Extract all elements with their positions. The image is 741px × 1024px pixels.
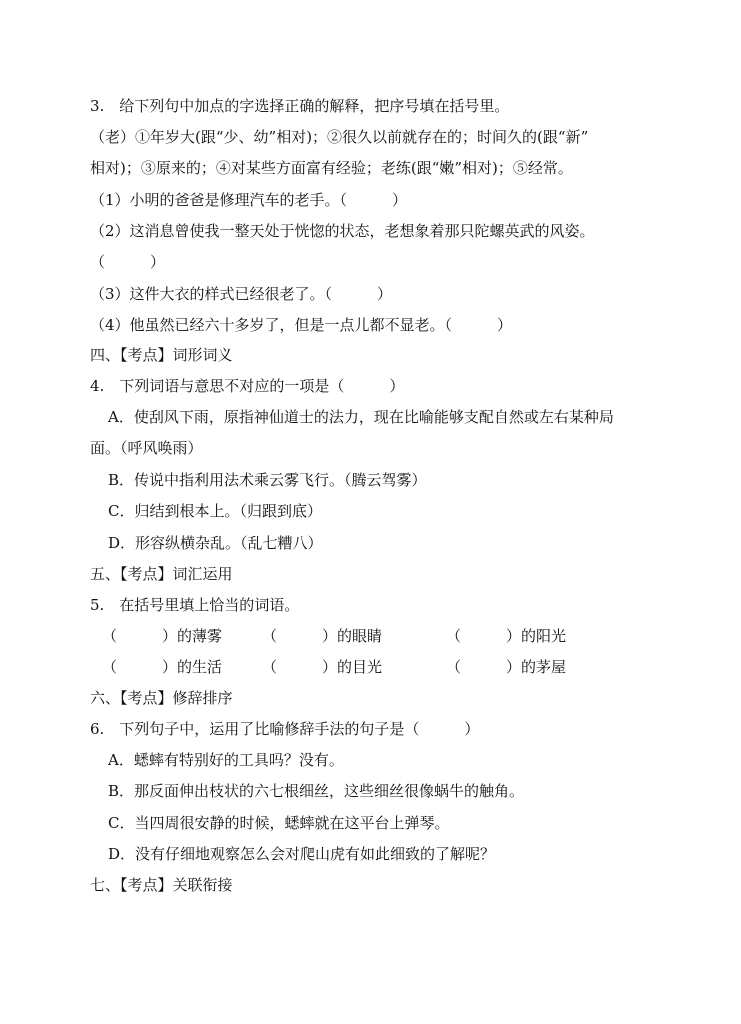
q4-option-a-line1: A．使刮风下雨，原指神仙道士的法力，现在比喻能够支配自然或左右某种局 xyxy=(108,408,614,426)
q6-option-c: C．当四周很安静的时候，蟋蟀就在这平台上弹琴。 xyxy=(108,814,450,832)
q3-options-line1: （老）①年岁大(跟“少、幼”相对)；②很久以前就存在的；时间久的(跟“新” xyxy=(90,128,589,146)
q5-blank-sunlight: （ ）的阳光 xyxy=(446,627,567,645)
q3-options-line2: 相对)；③原来的；④对某些方面富有经验；老练(跟“嫩”相对)；⑤经常。 xyxy=(90,159,573,177)
q6-option-d: D．没有仔细地观察怎么会对爬山虎有如此细致的了解呢？ xyxy=(108,845,496,863)
q3-item-2: （2）这消息曾使我一整天处于恍惚的状态，老想象着那只陀螺英武的风姿。 xyxy=(90,222,595,240)
q5-prompt: 5. 在括号里填上恰当的词语。 xyxy=(90,596,300,614)
q4-prompt: 4. 下列词语与意思不对应的一项是（ ） xyxy=(90,377,405,395)
q3-item-1: （1）小明的爸爸是修理汽车的老手。（ ） xyxy=(90,191,408,209)
q6-prompt: 6. 下列句子中，运用了比喻修辞手法的句子是（ ） xyxy=(90,720,480,738)
section-5-heading: 五、【考点】词汇运用 xyxy=(90,565,233,583)
q3-item-2-blank: （ ） xyxy=(90,253,166,271)
q5-blank-eyes: （ ）的眼睛 xyxy=(262,627,383,645)
section-4-heading: 四、【考点】词形词义 xyxy=(90,346,233,364)
q3-prompt: 3. 给下列句中加点的字选择正确的解释，把序号填在括号里。 xyxy=(90,97,510,115)
section-7-heading: 七、【考点】关联衔接 xyxy=(90,876,233,894)
q5-blank-thin-mist: （ ）的薄雾 xyxy=(102,627,223,645)
q5-row-1 xyxy=(102,626,662,646)
section-6-heading: 六、【考点】修辞排序 xyxy=(90,689,233,707)
q5-blank-life: （ ）的生活 xyxy=(102,658,223,676)
q5-row-2 xyxy=(102,657,662,677)
q4-option-a-line2: 面。（呼风唤雨） xyxy=(90,439,203,457)
q6-option-b: B．那反面伸出枝状的六七根细丝，这些细丝很像蜗牛的触角。 xyxy=(108,782,525,800)
q6-option-a: A．蟋蟀有特别好的工具吗？没有。 xyxy=(108,751,344,769)
q4-option-d: D．形容纵横杂乱。（乱七糟八） xyxy=(108,534,323,552)
q5-blank-thatched-hut: （ ）的茅屋 xyxy=(446,658,567,676)
q4-option-c: C．归结到根本上。（归跟到底） xyxy=(108,502,322,520)
q3-item-4: （4）他虽然已经六十多岁了，但是一点儿都不显老。（ ） xyxy=(90,316,513,334)
q5-blank-gaze: （ ）的目光 xyxy=(262,658,383,676)
q3-item-3: （3）这件大衣的样式已经很老了。（ ） xyxy=(90,285,393,303)
q4-option-b: B．传说中指利用法术乘云雾飞行。（腾云驾雾） xyxy=(108,471,427,489)
